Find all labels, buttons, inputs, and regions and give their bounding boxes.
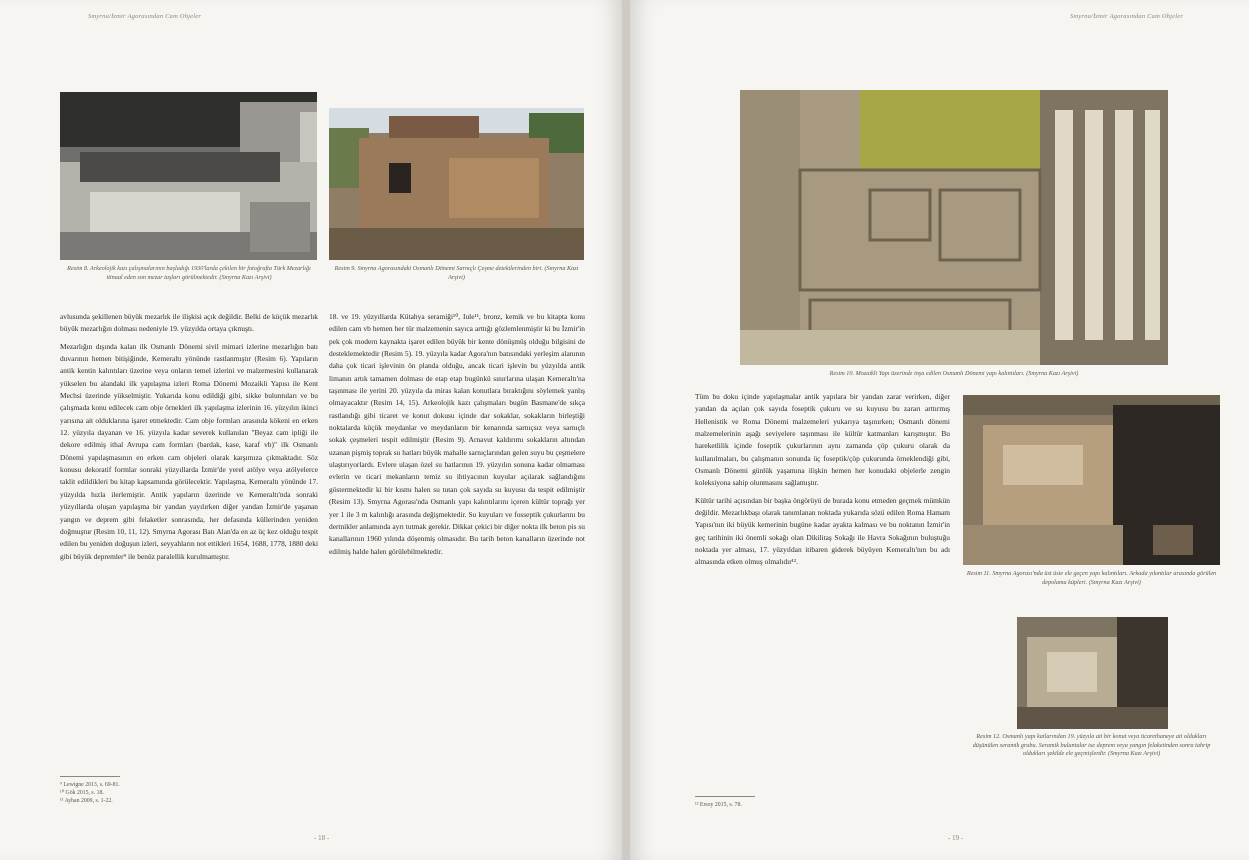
- figure-8-caption: Resim 8. Arkeolojik kazı çalışmalarının başladığı 1930'larda çekilen bir fotoğrafta Türk Mezarlığı itinaal eden son mezar taşları görülmektedir. (Smyrna Kazı Arşivi): [67, 265, 311, 281]
- book-gutter: [622, 0, 630, 860]
- footnotes: [695, 801, 945, 809]
- paragraph: Kültür tarihi açısından bir başka öngörüyü de burada konu etmeden geçmek mümkün değildir. Mezarlıkbaşı olarak tanımlanan noktada yukarıda sözü edilen Roma Hamam Yapısı'nın iki büyük kemerinin bugüne kadar ayakta kalması ve bu noktanın İzmir'in geç tarihinin iki önemli sokağı olan Dikilitaş Sokağı ile Havra Sokağının buluştuğu noktada yer alması, 17. yüzyıldan itibaren giderek büyüyen Kemeraltı'nın bu adı almasında etken olmuş olmalıdır¹².: [695, 495, 950, 567]
- figure-12-caption: Resim 12. Osmanlı yapı katlarından 19. yüzyıla ait bir konut veya ticarethaneye ait oldukları düşünülen seramik grubu. Seramik buluntular ise deprem veya yangın felaketinden sonra tahrip oldukları şekilde ele geçmişlerdir. (Smyrna Kazı Arşivi): [972, 733, 1211, 758]
- footnote-rule: [60, 776, 120, 777]
- page-number: - 18 -: [314, 834, 330, 842]
- figure-10-caption: Resim 10. Mozaikli Yapı üzerinde inşa edilen Osmanlı Dönemi yapı kalıntıları. (Smyrna Kazı Arşivi): [829, 370, 1079, 377]
- paragraph: Tüm bu doku içinde yapılaşmalar antik yapılara bir yandan zarar verirken, diğer yandan da açılan çok sayıda foseptik çukuru ve su kuyusu bu zararı arttırmış Hellenistik ve Roma Dönemi malzemeleri yukarıya taşınırken; Osmanlı dönemi malzemelerinin aşağı seviyelere taşınması ile kültür katmanları karışmıştır. Bu hareketlilik içinde foseptik çukurlarının aynı zamanda çöp çukuru olarak da kullanılmaları, bu çalışmanın sonunda üç foseptik/çöp çukurunda örneklendiği gibi, Osmanlı Dönemi günlük yaşamına ilişkin hemen her konudaki objelerle zengin koleksiyona sahip olunmasını sağlamıştır.: [695, 392, 950, 488]
- figure-11-photo: [963, 395, 1220, 565]
- paragraph: 18. ve 19. yüzyıllarda Kütahya seramiği¹⁰, Iule¹¹, bronz, kemik ve bu kitapta konu edilen cam vb hemen her tür malzemenin sayıca arttığı gözlemlenmiştir ki bu İzmir'in pek çok modern kaynakta işaret edilen büyük bir kente dönüşmüş olduğu bilgisini de desteklemektedir (Resim 5). 19. yüzyıla kadar Agora'nın batısındaki yerleşim alanının daha çok ticari işlevinin ön planda olduğu, ancak ticari işlevin bu yüzyılda antik limanın artık tamamen dolması de etap etap bugünkü sınırlarına ulaşan Kemeraltı'na taşınması ile yerini 20. yüzyıla da miras kalan konutlara bıraktığını söylemek yanlış olmayacaktır (Resim 14, 15). Arkeolojik kazı çalışmaları bugün Basmane'de sıkça rastlandığı gibi ticaret ve konut dokusu içinde dar sokaklar, sokakların birleştiği noktalarda küçük meydanlar ve meydanların bir kenarında sarnıçsız veya sarnıçlı sokak çeşmeleri tespit edilmiştir (Resim 9). Arnavut kaldırımı sokakların altından uzanan pişmiş toprak su hatları büyük mahalle sarnıçlarından gelen suyu bu çeşmelere ulaştırıyorlardı. Evlere ulaşan özel su hatlarının 19. yüzyılın sonuna kadar olmaması evlerin ve ticari mekanların temiz su ihtiyacının kuyular açılarak sağlandığını göstermektedir ki bir kısmı halen su tutan çok sayıda su kuyusu da tespit edilmiştir (Resim 13). Smyrna Agorası'nda Osmanlı yapı kalıntılarını içeren kültür toprağı yer yer 1 ile 3 m kalınlığı arasında değişmektedir. Su kuyuları ve fosseptik çukurlarını bu dertnikler anlamında ayrı tutmak gerekir. Dikkat çekici bir diğer nokta ilk beton pis su kanallarının 1960 yılında döşenmiş olmasıdır. Bu tarih beton kanalların üzerinde not edilmiş halde halen görülebilmektedir.: [329, 312, 585, 556]
- running-head: Smyrna/İzmir Agorasından Cam Objeler: [88, 13, 202, 20]
- footnote: ¹¹ Ayhan 2009, s. 1-22.: [60, 798, 113, 804]
- figure-11-caption: Resim 11. Smyrna Agorası'nda üst üste ele geçen yapı kalıntıları. Arkada yıkıntılar arasında görülen depolama küpleri. (Smyrna Kazı Arşivi): [966, 570, 1217, 586]
- figure-12-photo: [1017, 617, 1168, 729]
- left-page: [0, 0, 622, 860]
- right-page: [630, 0, 1249, 860]
- text-column-1: [60, 311, 318, 568]
- paragraph: avlusunda şekillenen büyük mezarlık ile ilişkisi açık değildir. Belki de küçük mezarlık büyük mezarlığın dolması nedeniyle 19. yüzyılda ortaya çıkmıştı.: [60, 312, 318, 334]
- figure-10-photo: [740, 90, 1168, 365]
- running-head: Smyrna/İzmir Agorasından Cam Objeler: [1070, 13, 1184, 20]
- figure-9-photo: [329, 108, 584, 260]
- page-number: - 19 -: [948, 834, 964, 842]
- footnote: ⁹ Lewigne 2013, s. 69-81.: [60, 782, 120, 788]
- footnote-rule: [695, 796, 755, 797]
- figure-9-caption: Resim 9. Smyrna Agorasındaki Osmanlı Dönemi Sarnıçlı Çeşme detektlerinden biri. (Smyrna Kazı Arşivi): [334, 265, 579, 281]
- text-column-right: [695, 391, 950, 574]
- footnote: ¹⁰ Gök 2015, s. 18.: [60, 790, 104, 796]
- footnotes: [60, 781, 310, 805]
- paragraph: Mezarlığın dışında kalan ilk Osmanlı Dönemi sivil mimari izlerine mezarlığın batı duvarının hemen bitişiğinde, Kemeraltı yönünde rastlanmıştır (Resim 6). Yapıların antik kentin kalıntıları üzerine veya onların temel izlerini ve malzemesini kullanarak yükselen bu alandaki ilk yapılaşma izleri Roma Dönemi Mozaikli Yapısı ile Kent Mechsi üzerinde yükselmiştir. Yukarıda konu edildiği gibi, sikke buluntuları ve bu çalışmada konu edilecek cam obje örnekleri ilk yapılaşma izlerinin 16. yüzyılın ikinci yarısına ait olduklarına işaret etmektedir. Cam obje formları arasında kökeni en erken 12. yüzyıla dayanan ve 16. yüzyıla kadar severek kullanılan "Beyaz cam ipliği ile dekore edilmiş ithal Avrupa cam formları (bardak, kase, karaf vb)" ilk Osmanlı Dönemi yapılaşmasının en erken cam objeleri olarak karşımıza çıkmaktadır. Söz konusu dekoratif formlar sonraki yüzyıllarda İzmir'de yerel atölye veya atölyelerce taklit edildikleri bu kitap kapsamında görülecektir. Yapılaşma, Kemeraltı yönünde 17. yüzyılda hızla ilerlemiştir. Antik yapıların üzerinde ve Kemeraltı'nda sonraki yüzyıllarda oluşan yapılaşma bir yandan yayılırken diğer yandan İzmir'de yaşanan yangın ve deprem gibi felaketler sonrasında, her defasında küllerinden yeniden doğmuştur (Resim 10, 11, 12). Smyrna Agorası Batı Alan'da en az üç kez olduğu tespit edilen bu yeniden doğuşun izleri, seyyahların not ettikleri 1654, 1688, 1778, 1880 deki gibi büyük depremler⁹ ile benüz paralellik kurulmamıştır.: [60, 341, 318, 561]
- figure-8-photo: [60, 92, 317, 260]
- text-column-2: [329, 311, 585, 563]
- footnote: ¹² Ersoy 2015, s. 78.: [695, 802, 742, 808]
